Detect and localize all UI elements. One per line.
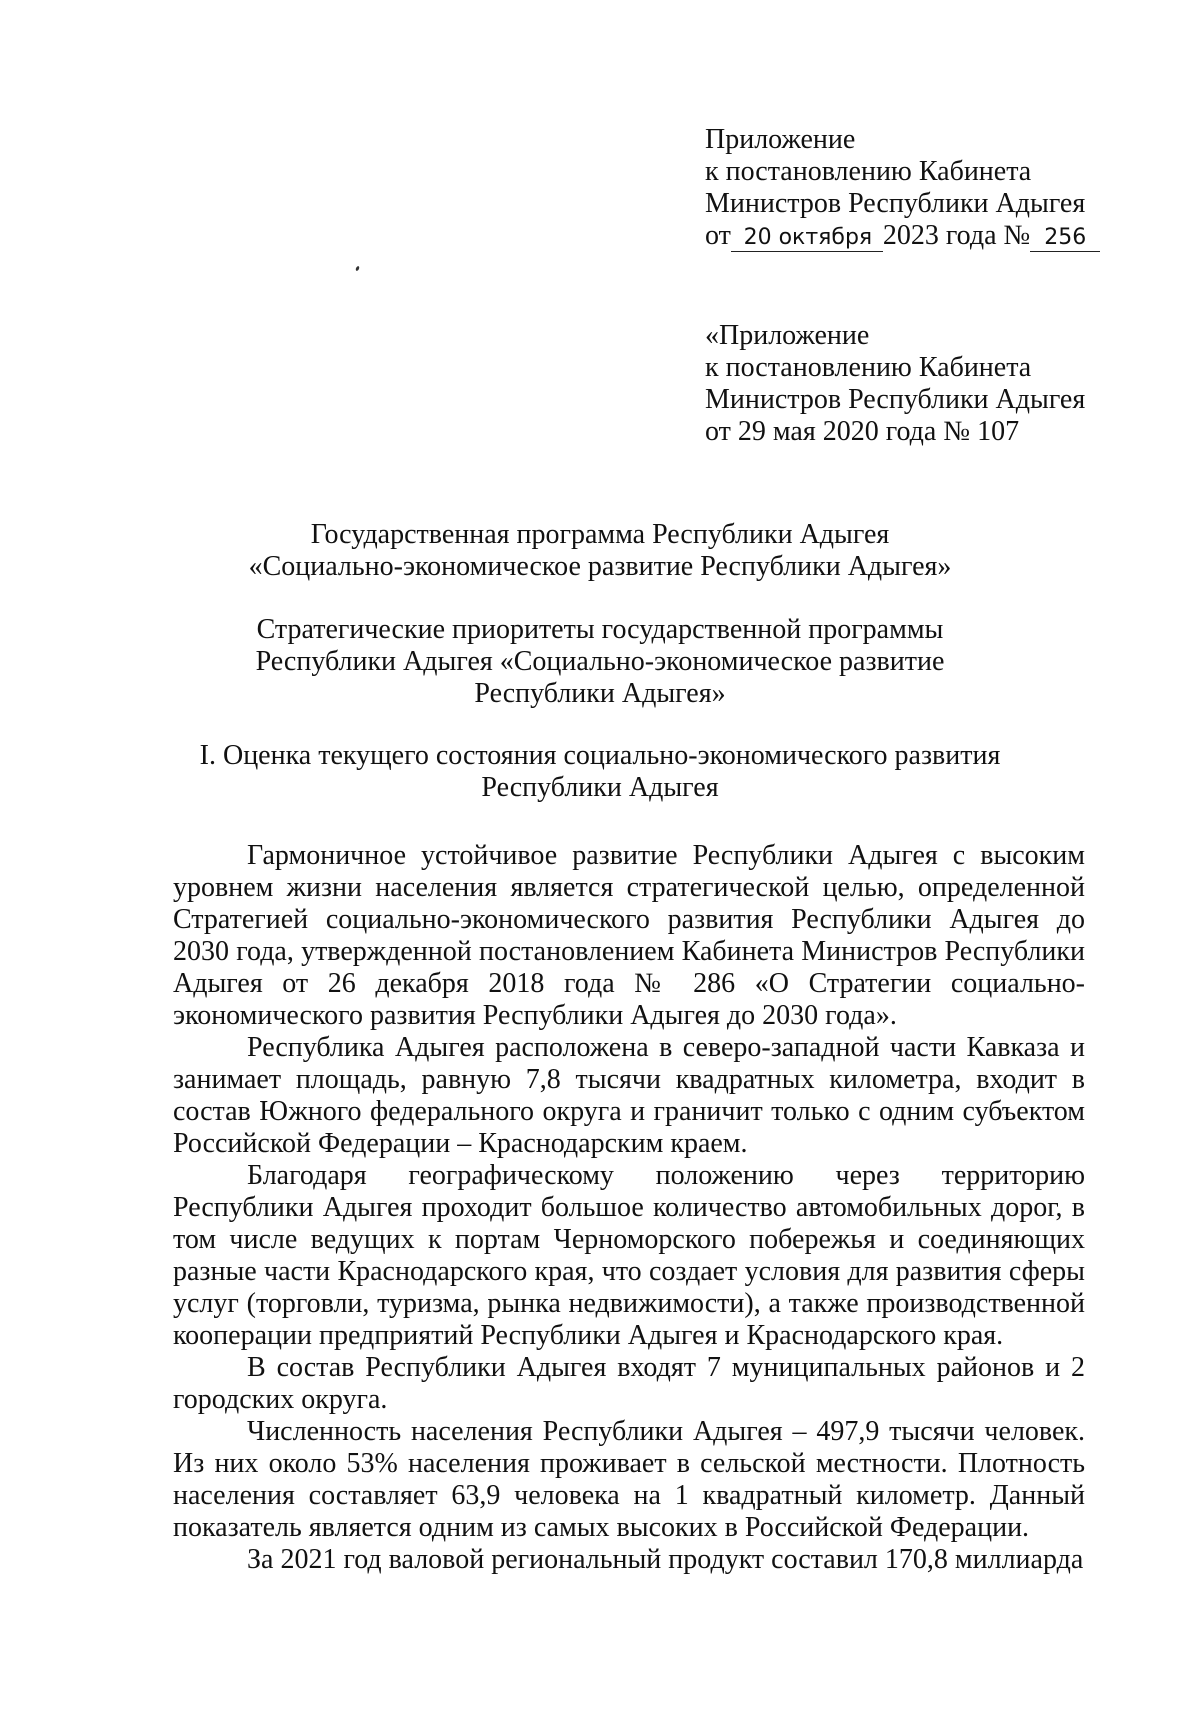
paragraph: Гармоничное устойчивое развитие Республики Адыгея с высоким уровнем жизни населения является стратегической целью, определенной Стратегией социально-экономического развития Республики Адыгея до 2030 года, утвержденной постановлением Кабинета Министров Республики Адыгея от 26 декабря 2018 года № 286 «О Стратегии социально-экономического развития Республики Адыгея до 2030 года». <box>173 840 1085 1031</box>
section-heading <box>150 740 1050 804</box>
priorities-title-line: Республики Адыгея «Социально-экономическое развитие <box>255 646 945 677</box>
appendix-reference: к постановлению Кабинета <box>705 156 1032 187</box>
filled-number: 256 <box>1030 225 1100 252</box>
priorities-title-line: Стратегические приоритеты государственной программы <box>256 614 944 645</box>
date-prefix: от <box>705 220 731 251</box>
appendix-date-line <box>705 220 1100 252</box>
paragraph: Республика Адыгея расположена в северо-западной части Кавказа и занимает площадь, равную 7,8 тысячи квадратных километра, входит в состав Южного федерального округа и граничит только с одним субъектом Российской Федерации – Краснодарским краем. <box>173 1032 1085 1159</box>
priorities-title <box>150 614 1050 710</box>
program-title-line: Государственная программа Республики Адыгея <box>310 519 890 550</box>
paragraph: Численность населения Республики Адыгея – 497,9 тысячи человек. Из них около 53% населения проживает в сельской местности. Плотность населения составляет 63,9 человека на 1 квадратный километр. Данный показатель является одним из самых высоких в Российской Федерации. <box>173 1416 1085 1543</box>
original-appendix-date: от 29 мая 2020 года № 107 <box>705 416 1020 447</box>
appendix-authority: Министров Республики Адыгея <box>705 188 1086 219</box>
appendix-header-current <box>705 124 1100 252</box>
scan-speck <box>355 266 360 272</box>
original-appendix-authority: Министров Республики Адыгея <box>705 384 1086 415</box>
priorities-title-line: Республики Адыгея» <box>474 678 726 709</box>
paragraph: Благодаря географическому положению через территорию Республики Адыгея проходит большое количество автомобильных дорог, в том числе ведущих к портам Черноморского побережья и соединяющих разные части Краснодарского края, что создает условия для развития сферы услуг (торговли, туризма, рынка недвижимости), а также производственной кооперации предприятий Республики Адыгея и Краснодарского края. <box>173 1160 1085 1351</box>
program-title-line: «Социально-экономическое развитие Республики Адыгея» <box>248 551 952 582</box>
section-heading-line: I. Оценка текущего состояния социально-экономического развития <box>199 740 1001 771</box>
filled-date: 20 октября <box>731 225 883 252</box>
program-title <box>150 519 1050 583</box>
section-heading-line: Республики Адыгея <box>481 772 719 803</box>
original-appendix-label: «Приложение <box>705 320 870 351</box>
original-appendix-reference: к постановлению Кабинета <box>705 352 1032 383</box>
appendix-label: Приложение <box>705 124 856 155</box>
paragraph: За 2021 год валовой региональный продукт составил 170,8 миллиарда <box>247 1544 1084 1575</box>
paragraph: В состав Республики Адыгея входят 7 муниципальных районов и 2 городских округа. <box>173 1352 1085 1415</box>
date-year: 2023 года № <box>882 220 1031 251</box>
body-text <box>173 840 1085 1576</box>
appendix-header-original <box>705 320 1085 448</box>
